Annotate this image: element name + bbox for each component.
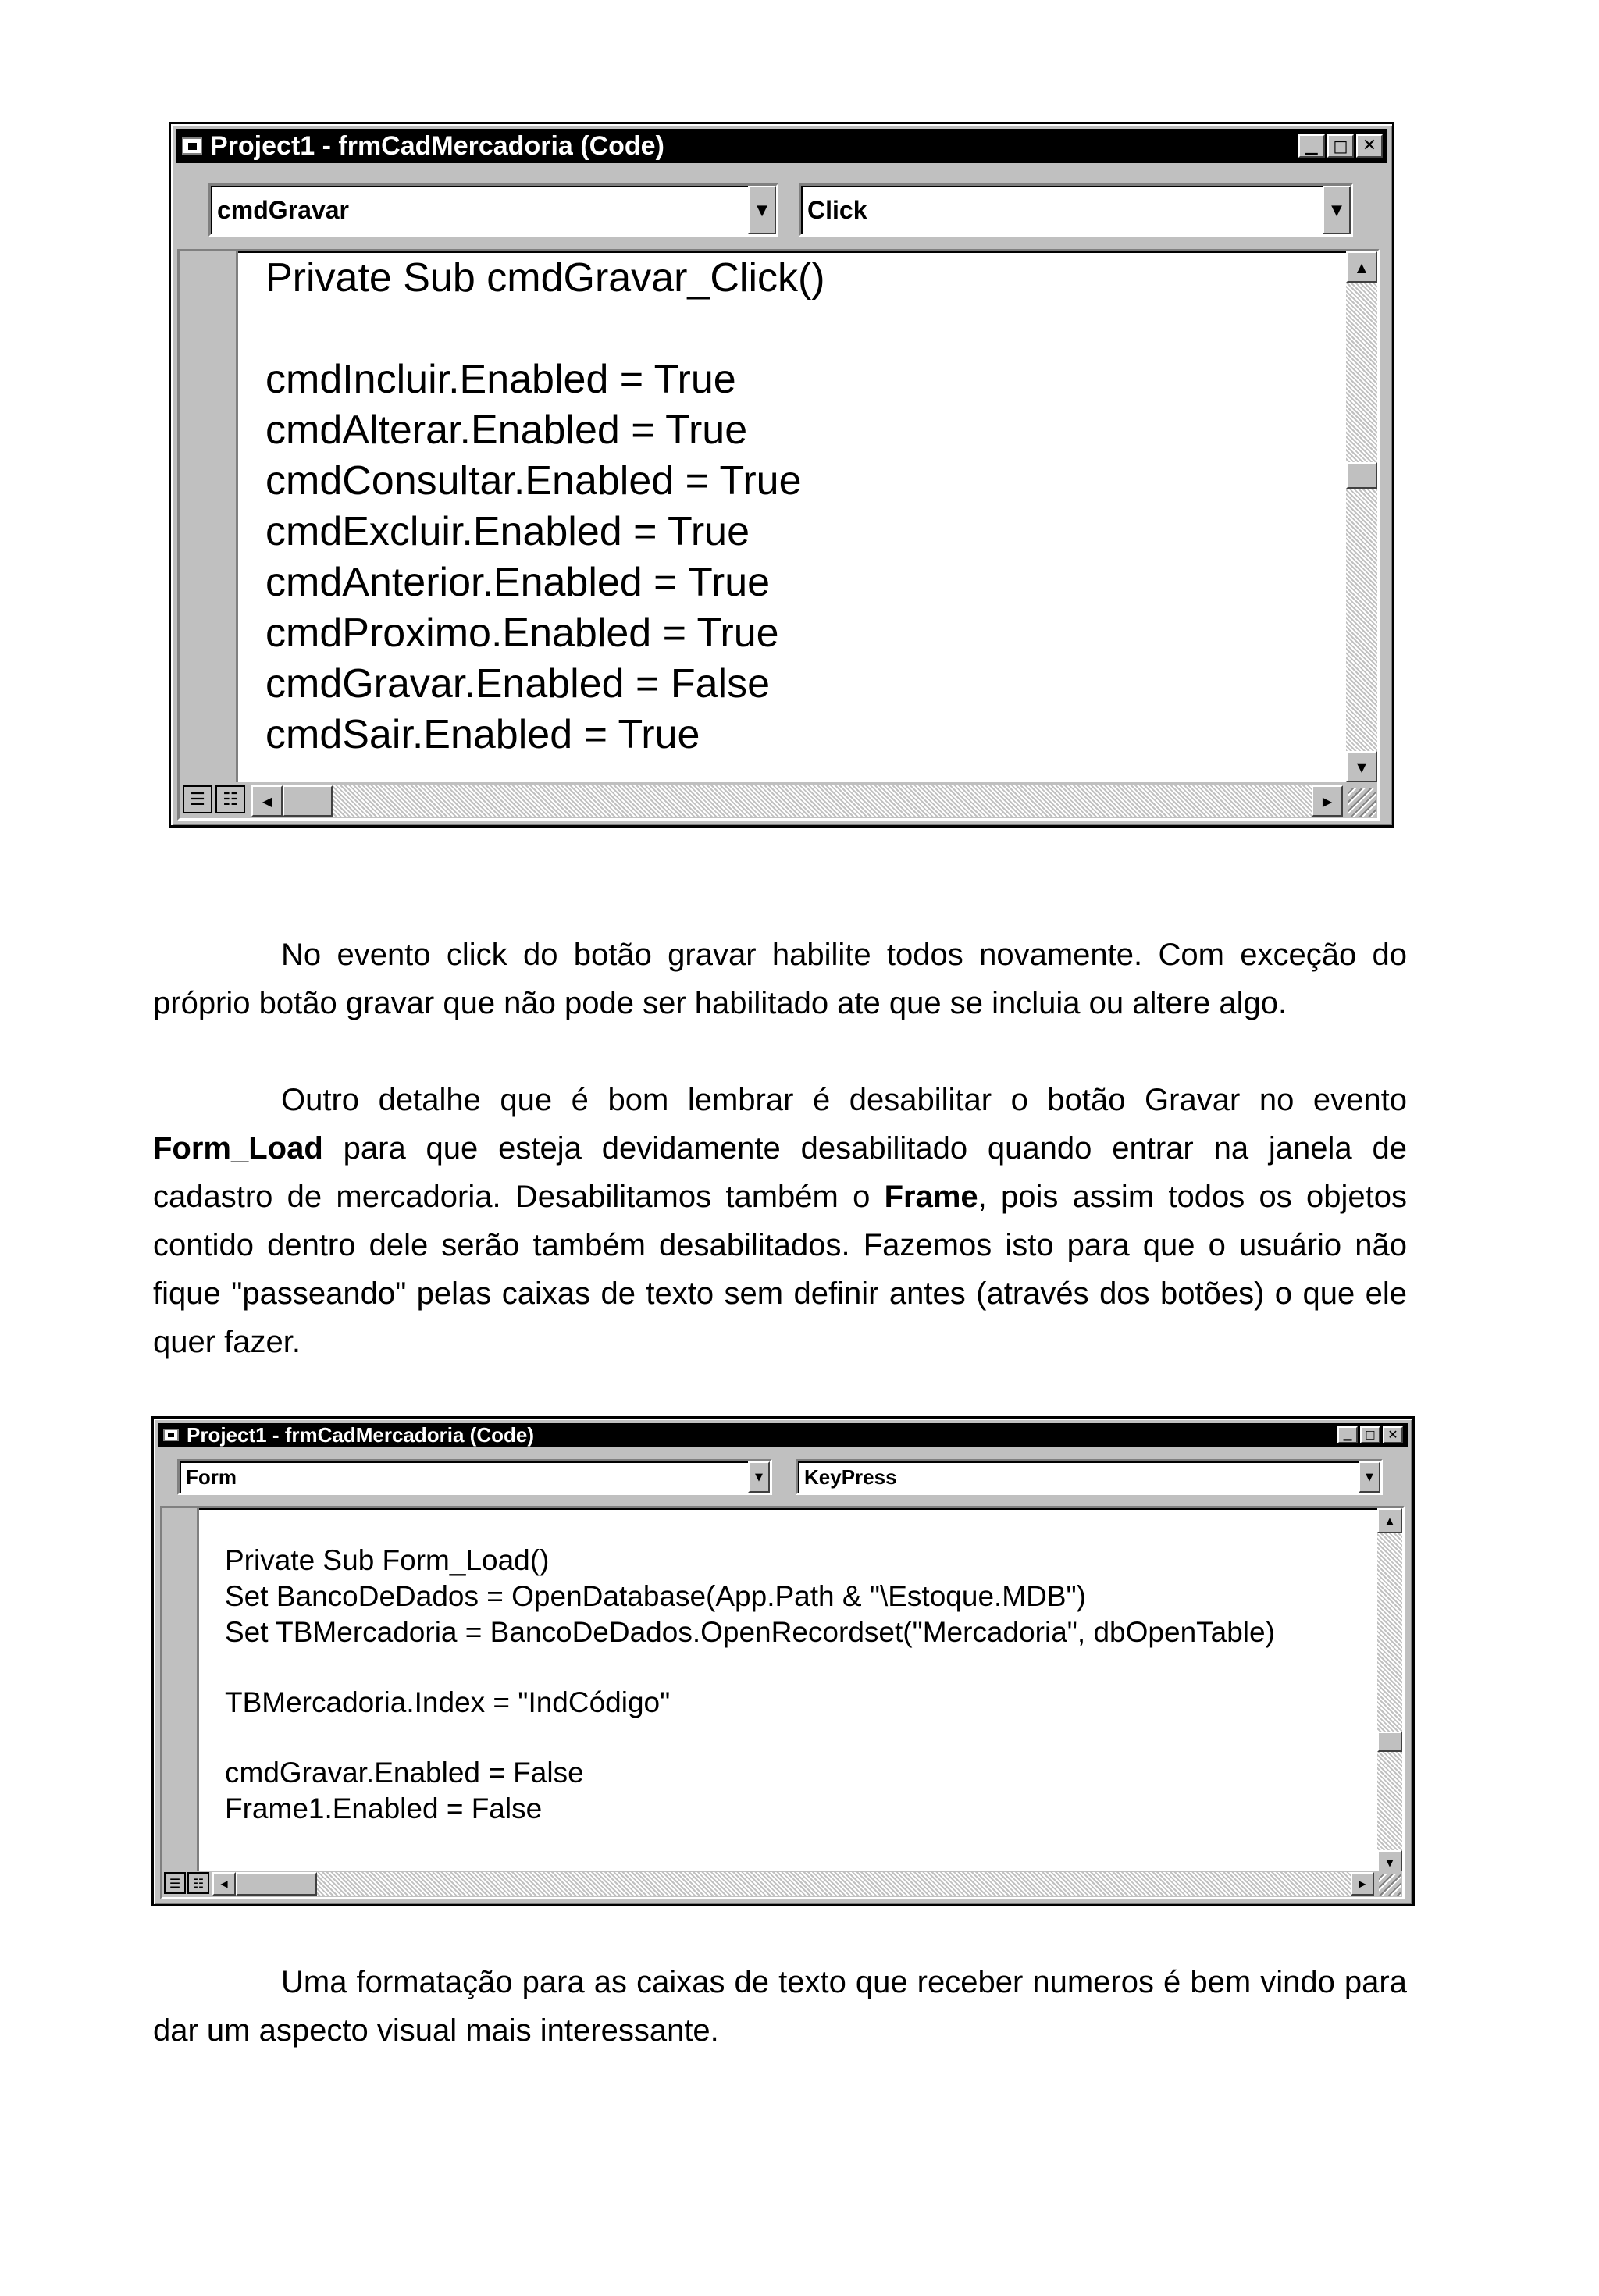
- horizontal-scrollbar[interactable]: [212, 1872, 1374, 1896]
- code-line: cmdConsultar.Enabled = True: [265, 458, 802, 504]
- code-line: cmdProximo.Enabled = True: [265, 610, 779, 656]
- code-line: TBMercadoria.Index = "IndCódigo": [225, 1686, 671, 1718]
- full-module-view-icon[interactable]: ☷: [187, 1872, 209, 1894]
- code-editor[interactable]: [177, 249, 1380, 821]
- scroll-thumb[interactable]: [1377, 1732, 1402, 1752]
- window-controls: [1298, 134, 1383, 158]
- code-line: Set TBMercadoria = BancoDeDados.OpenRecordset("Mercadoria", dbOpenTable): [225, 1616, 1275, 1648]
- procedure-combo-value: KeyPress: [804, 1465, 897, 1489]
- scroll-thumb[interactable]: [1346, 462, 1377, 489]
- vertical-scrollbar[interactable]: [1377, 1508, 1402, 1875]
- scroll-up-button[interactable]: ▲: [1346, 251, 1377, 283]
- code-editor[interactable]: [160, 1506, 1405, 1899]
- title-bar: [176, 129, 1387, 163]
- object-combo[interactable]: [208, 183, 778, 237]
- scroll-left-button[interactable]: ◀: [212, 1872, 236, 1896]
- paragraph-2-text: , pois assim todos os objetos contido dentro dele serão também desabilitados. Fazemos isto para que o usuário não fique "passeando" pelas caixas de texto sem definir antes (através dos botões) o que ele quer fazer.: [153, 1180, 1407, 1359]
- code-line: cmdAlterar.Enabled = True: [265, 408, 748, 453]
- minimize-button[interactable]: ▁: [1298, 134, 1325, 158]
- code-window-1: [169, 122, 1394, 828]
- procedure-view-icon[interactable]: ☰: [183, 785, 212, 813]
- close-button[interactable]: ✕: [1383, 1426, 1403, 1443]
- horizontal-scrollbar[interactable]: [251, 785, 1343, 817]
- procedure-combo[interactable]: [796, 1459, 1383, 1495]
- procedure-view-icon[interactable]: ☰: [164, 1872, 186, 1894]
- close-button[interactable]: ✕: [1356, 134, 1383, 158]
- window-title: Project1 - frmCadMercadoria (Code): [187, 1422, 534, 1447]
- scroll-down-button[interactable]: ▼: [1346, 751, 1377, 782]
- object-combo-value: cmdGravar: [217, 195, 349, 224]
- chevron-down-icon[interactable]: ▼: [1323, 186, 1351, 234]
- maximize-button[interactable]: □: [1360, 1426, 1380, 1443]
- view-toggle-group: [183, 785, 245, 813]
- scroll-right-button[interactable]: ▶: [1351, 1872, 1374, 1896]
- maximize-button[interactable]: □: [1327, 134, 1354, 158]
- scroll-up-button[interactable]: ▲: [1377, 1508, 1402, 1533]
- scroll-right-button[interactable]: ▶: [1312, 785, 1343, 817]
- paragraph-2-text: para que esteja devidamente desabilitado quando entrar na janela de cadastro de mercadoria. Desabilitamos também o: [153, 1131, 1407, 1214]
- form-load-keyword: Form_Load: [153, 1131, 323, 1166]
- code-line: cmdGravar.Enabled = False: [225, 1757, 584, 1789]
- paragraph-3: Uma formatação para as caixas de texto que receber numeros é bem vindo para dar um aspecto visual mais interessante.: [153, 1965, 1407, 2048]
- chevron-down-icon[interactable]: ▼: [1359, 1461, 1380, 1493]
- chevron-down-icon[interactable]: ▼: [748, 1461, 770, 1493]
- code-line: Frame1.Enabled = False: [225, 1792, 543, 1824]
- margin-indicator-bar: [162, 1508, 199, 1897]
- window-controls: [1337, 1426, 1403, 1443]
- scroll-thumb[interactable]: [283, 785, 333, 817]
- code-line: cmdExcluir.Enabled = True: [265, 509, 750, 554]
- procedure-combo-value: Click: [807, 195, 867, 224]
- chevron-down-icon[interactable]: ▼: [748, 186, 776, 234]
- code-line: Set BancoDeDados = OpenDatabase(App.Path & "\Estoque.MDB"): [225, 1580, 1086, 1612]
- window-title: Project1 - frmCadMercadoria (Code): [210, 130, 664, 161]
- code-line: cmdAnterior.Enabled = True: [265, 560, 771, 605]
- minimize-button[interactable]: ▁: [1337, 1426, 1358, 1443]
- margin-indicator-bar: [180, 251, 238, 818]
- scroll-down-button[interactable]: ▼: [1377, 1850, 1402, 1875]
- bottom-bar: [180, 782, 1377, 818]
- title-bar: [158, 1423, 1408, 1447]
- scroll-left-button[interactable]: ◀: [251, 785, 283, 817]
- full-module-view-icon[interactable]: ☷: [215, 785, 245, 813]
- code-line: Private Sub cmdGravar_Click(): [265, 255, 825, 301]
- paragraph-1: No evento click do botão gravar habilite todos novamente. Com exceção do próprio botão gravar que não pode ser habilitado ate que se incluia ou altere algo.: [153, 938, 1407, 1020]
- object-combo[interactable]: [177, 1459, 772, 1495]
- view-toggle-group: [164, 1872, 209, 1894]
- frame-keyword: Frame: [884, 1180, 978, 1214]
- vb-app-icon: [182, 137, 202, 155]
- vertical-scrollbar[interactable]: [1346, 251, 1377, 782]
- resize-grip-icon[interactable]: [1348, 788, 1376, 817]
- object-combo-value: Form: [186, 1465, 237, 1489]
- code-line: Private Sub Form_Load(): [225, 1544, 550, 1576]
- resize-grip-icon[interactable]: [1379, 1874, 1401, 1896]
- procedure-combo[interactable]: [799, 183, 1353, 237]
- bottom-bar: [162, 1871, 1402, 1897]
- code-line: cmdGravar.Enabled = False: [265, 661, 770, 707]
- vb-app-icon: [163, 1429, 179, 1441]
- code-line: cmdIncluir.Enabled = True: [265, 357, 736, 402]
- paragraph-2-text: Outro detalhe que é bom lembrar é desabilitar o botão Gravar no evento: [281, 1083, 1407, 1117]
- code-window-2: [151, 1416, 1415, 1906]
- code-line: cmdSair.Enabled = True: [265, 712, 700, 757]
- paragraph-2: [153, 1076, 1407, 1366]
- scroll-thumb[interactable]: [236, 1872, 317, 1896]
